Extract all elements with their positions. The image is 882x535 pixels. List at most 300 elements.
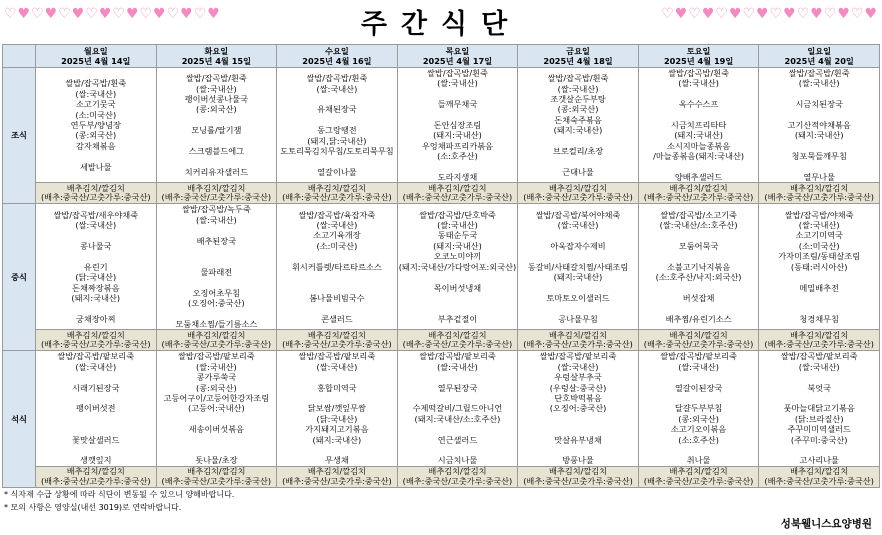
menu-item: 쌀밥/잡곡밥/야채죽 (784, 209, 854, 220)
menu-item: 쌀밥/잡곡밥/팥보리죽 (660, 351, 737, 362)
menu-item (398, 293, 518, 303)
day-header-row (3, 45, 880, 68)
menu-item (36, 445, 156, 455)
menu-item (398, 445, 518, 455)
menu-item: 모닝롤/딸기잼 (191, 125, 242, 136)
menu-item: (오징어:중국산) (188, 298, 245, 309)
menu-item (36, 393, 156, 403)
menu-item: (쌀:국내산) (557, 220, 599, 231)
menu-item: (쌀:국내산) (437, 78, 478, 89)
kimchi-line: (배추:중국산/고춧가루:중국산) (402, 339, 513, 350)
menu-item (157, 246, 277, 256)
menu-item (759, 89, 879, 99)
note-line: * 모의 사항은 영양실(내선 3019)로 연락바랍니다. (4, 503, 182, 512)
kimchi-line: (배추:중국산/고춧가루:중국산) (40, 339, 151, 350)
menu-item: (쌀:국내산) (437, 361, 478, 372)
kimchi-cell (759, 183, 880, 204)
menu-item (518, 424, 638, 434)
menu-item: 공나물무침 (558, 313, 598, 324)
meal-label: 중식 (3, 204, 36, 351)
kimchi-row (3, 330, 880, 351)
menu-item (277, 283, 397, 293)
kimchi-line: (배추:중국산/고춧가루:중국산) (161, 339, 272, 350)
menu-item: /마늘종볶음(돼지:국내산) (653, 151, 745, 162)
menu-item: (돼지:국내산) (794, 130, 844, 141)
kimchi-line: (배추:중국산/고춧가루:중국산) (764, 475, 874, 486)
menu-item: 홍합미역국 (317, 382, 357, 393)
kimchi-line: (배추:중국산/고춧가루:중국산) (643, 475, 754, 486)
menu-item (639, 162, 759, 172)
menu-item: (쌀:국내산) (316, 361, 358, 372)
menu-item: 단호박떡볶음 (554, 392, 602, 403)
menu-item: 오징어초무침 (192, 287, 241, 298)
menu-item: 콩나물국 (79, 240, 112, 251)
menu-cell (638, 68, 759, 183)
menu-item (518, 283, 638, 293)
menu-item: 돈안심장조림 (433, 120, 482, 131)
menu-item: 모둠어묵국 (678, 240, 719, 251)
kimchi-cell (638, 330, 759, 351)
menu-item: (소:미국산) (798, 240, 840, 251)
menu-item: 동갈비/사태갈치찜/사태조림 (527, 261, 629, 272)
menu-item: 소고기육개장 (313, 230, 361, 241)
kimchi-line: 배추김치/깔김치 (790, 182, 849, 193)
menu-item (277, 251, 397, 261)
kimchi-line: 배추김치/깔김치 (669, 466, 728, 477)
kimchi-cell (518, 330, 639, 351)
menu-cell (759, 68, 880, 183)
menu-item: 조갯살순두부탕 (550, 94, 606, 105)
menu-item: (쌀:국내산) (316, 220, 358, 231)
menu-item: (소:호주산) (437, 151, 478, 162)
menu-item: (주꾸미:중국산) (790, 434, 848, 445)
menu-item (398, 424, 518, 434)
kimchi-line: (배추:중국산/고춧가루:중국산) (402, 192, 513, 203)
kimchi-cell (638, 466, 759, 487)
menu-item: 연두부/양념장 (70, 120, 121, 131)
meal-row (3, 204, 880, 330)
day-header: 월요일 2025년 4월 14일 (36, 45, 157, 68)
menu-item: 우엉채파프리카볶음 (421, 140, 494, 151)
menu-cell (36, 68, 157, 183)
menu-item (277, 303, 397, 313)
menu-item (157, 225, 277, 235)
menu-item: 소고기미역국 (795, 230, 843, 241)
kimchi-line: 배추김치/깔김치 (669, 329, 728, 340)
menu-item: (동태:러시아산) (790, 261, 848, 272)
menu-item: (돼지:국내산/소:호주산) (414, 413, 501, 424)
menu-item: 배추찜/유린기소스 (665, 313, 732, 324)
menu-item: 소고기오이볶음 (670, 424, 727, 435)
kimchi-line: 배추김치/깔김치 (428, 329, 487, 340)
menu-item: 유린기 (83, 261, 108, 272)
hospital-name: 성북웰니스요양병원 (780, 518, 872, 530)
menu-item: (돼지:국내산) (553, 272, 603, 283)
meal-label: 석식 (3, 351, 36, 487)
kimchi-cell (156, 330, 277, 351)
menu-item (277, 115, 397, 125)
menu-item: 무생채 (325, 455, 349, 466)
menu-item: (돼지:국내산) (312, 434, 362, 445)
menu-item: 열무된장국 (437, 382, 478, 393)
menu-cell (397, 68, 518, 183)
kimchi-cell (397, 183, 518, 204)
menu-item: (돼지:국내산/가다랑어포:외국산) (398, 261, 517, 272)
menu-item: 쌀밥/잡곡밥/흰죽 (306, 73, 368, 84)
menu-item: 소시지마늘종볶음 (666, 140, 731, 151)
kimchi-cell (277, 466, 398, 487)
menu-item: 쌀밥/잡곡밥/팥보리죽 (177, 351, 255, 362)
menu-item: (쌀:국내산) (557, 83, 599, 94)
menu-item: 양배추샐러드 (674, 172, 723, 183)
kimchi-cell (638, 183, 759, 204)
meal-row (3, 351, 880, 466)
menu-item (518, 136, 638, 146)
menu-item: 스크램블드에그 (188, 146, 245, 157)
menu-item: 소불고기낙지볶음 (666, 261, 731, 272)
kimchi-line: (배추:중국산/고춧가루:중국산) (643, 192, 754, 203)
day-header: 일요일 2025년 4월 20일 (759, 45, 880, 68)
menu-item: 쌀밥/잡곡밥/육잡자죽 (298, 209, 376, 220)
kimchi-line: (배추:중국산/고춧가루:중국산) (523, 192, 633, 203)
menu-item: 우렁살부추국 (554, 372, 602, 383)
menu-item: 취나물 (686, 455, 711, 466)
menu-item (36, 303, 156, 313)
menu-cell (36, 204, 157, 330)
kimchi-cell (397, 330, 518, 351)
menu-item (398, 303, 518, 313)
kimchi-line: 배추김치/깔김치 (790, 329, 849, 340)
menu-item: 새송이버섯볶음 (188, 424, 245, 435)
menu-item (157, 136, 277, 146)
menu-item: (쌀:국내산) (75, 88, 117, 99)
menu-item: 시금치나물 (437, 455, 478, 466)
menu-item: 쌀밥/잡곡밥/북어야채죽 (535, 209, 621, 220)
kimchi-line: 배추김치/깔김치 (428, 182, 487, 193)
menu-item (759, 272, 879, 282)
menu-item: (콩:외국산) (557, 104, 599, 115)
kimchi-cell (518, 466, 639, 487)
menu-item (639, 393, 759, 403)
menu-item: 쌀밥/잡곡밥/단호박죽 (419, 209, 496, 220)
menu-item: 물파래전 (200, 266, 233, 277)
kimchi-line: 배추김치/깔김치 (669, 182, 728, 193)
kimchi-line: (배추:중국산/고춧가루:중국산) (282, 192, 392, 203)
menu-item (639, 251, 759, 261)
menu-item: 맛살유부냉채 (554, 434, 602, 445)
kimchi-line: (배추:중국산/고춧가루:중국산) (764, 192, 874, 203)
kimchi-cell (518, 183, 639, 204)
menu-item: 부추겉절이 (437, 313, 478, 324)
kimchi-line: 배추김치/깔김치 (548, 329, 608, 340)
kimchi-line: (배추:중국산/고춧가루:중국산) (282, 339, 392, 350)
menu-item: (돼지:국내산) (433, 130, 482, 141)
page-title: 주간식단 (360, 9, 522, 40)
kimchi-line: 배추김치/깔김치 (548, 466, 608, 477)
menu-item: (고등어:국내산) (188, 403, 245, 414)
menu-item (639, 372, 759, 382)
menu-item: (콩:외국산) (195, 382, 237, 393)
menu-item: (소:미국산) (75, 109, 117, 120)
menu-item: 쌀밥/잡곡밥/흰죽 (65, 78, 127, 89)
menu-item: 가지돼지고기볶음 (305, 424, 369, 435)
menu-cell (277, 68, 398, 183)
menu-item (759, 293, 879, 303)
menu-item (157, 257, 277, 267)
menu-item: 토마토오이샐러드 (546, 292, 610, 303)
menu-item: (쌀:국내산/소:호주산) (659, 220, 738, 231)
menu-cell (36, 351, 157, 466)
menu-item (36, 251, 156, 261)
kimchi-cell (156, 183, 277, 204)
menu-item: (우렁살:중국산) (549, 382, 607, 393)
menu-item: (쌀:국내산) (798, 361, 840, 372)
menu-item: (닭:브라질산) (794, 413, 844, 424)
menu-item (518, 230, 638, 240)
menu-item (157, 115, 277, 125)
menu-item: 아욱잡자수제비 (550, 240, 606, 251)
menu-item (398, 372, 518, 382)
kimchi-cell (759, 330, 880, 351)
menu-item (398, 89, 518, 99)
menu-item: 세발나물 (79, 161, 112, 172)
menu-item: 팽이버섯콩나물국 (184, 94, 248, 105)
menu-item (36, 424, 156, 434)
menu-item: 시금치프리타타 (670, 120, 727, 131)
menu-item: 팽이버섯전 (76, 403, 116, 414)
kimchi-line: (배추:중국산/고춧가루:중국산) (40, 192, 151, 203)
menu-cell (156, 68, 277, 183)
kimchi-line: 배추김치/깔김치 (790, 466, 849, 477)
day-header: 화요일 2025년 4월 15일 (156, 45, 277, 68)
menu-item (36, 414, 156, 424)
menu-item (759, 141, 879, 151)
menu-item (518, 303, 638, 313)
menu-item (759, 303, 879, 313)
notes (4, 488, 234, 514)
menu-item: (소:호주산) (678, 434, 719, 445)
kimchi-line: (배추:중국산/고춧가루:중국산) (523, 475, 633, 486)
menu-item: 메밀배추전 (799, 282, 839, 293)
menu-cell (638, 351, 759, 466)
menu-item (157, 277, 277, 287)
menu-item (36, 230, 156, 240)
menu-item: (쌀:국내산) (798, 78, 840, 89)
menu-item: 가자미조림/동태살조림 (778, 251, 861, 262)
menu-cell (759, 351, 880, 466)
menu-item: 시금치된장국 (795, 99, 843, 110)
menu-item: 봄나물비빔국수 (309, 292, 365, 303)
menu-item (277, 156, 397, 166)
menu-item: 쌀밥/잡곡밥/흰죽 (185, 73, 247, 84)
menu-item: 청경채무침 (799, 313, 839, 324)
menu-item: 휘시커틀렛/타르타르소스 (292, 261, 382, 272)
kimchi-line: (배추:중국산/고춧가루:중국산) (402, 475, 513, 486)
menu-item (639, 303, 759, 313)
menu-item: 연근샐러드 (437, 434, 478, 445)
kimchi-line: (배추:중국산/고춧가루:중국산) (764, 339, 874, 350)
menu-item (759, 110, 879, 120)
menu-item: 동그랑땡전 (317, 125, 357, 136)
menu-item (518, 251, 638, 261)
menu-item (36, 151, 156, 161)
menu-item (759, 162, 879, 172)
menu-item: 들깨무채국 (437, 99, 478, 110)
menu-item: 고등어구이/고등어한강자조림 (163, 392, 270, 403)
menu-item: 근대나물 (562, 166, 594, 177)
menu-item (277, 272, 397, 282)
menu-item (759, 445, 879, 455)
kimchi-line: (배추:중국산/고춧가루:중국산) (40, 475, 151, 486)
menu-item: 꽃맛살샐러드 (72, 434, 120, 445)
kimchi-line: (배추:중국산/고춧가루:중국산) (643, 339, 754, 350)
kimchi-cell (36, 466, 157, 487)
menu-item: (닭:국내산) (75, 272, 117, 283)
kimchi-cell (759, 466, 880, 487)
menu-cell (277, 204, 398, 330)
menu-item: 도라지생채 (437, 172, 478, 183)
kimchi-cell (397, 466, 518, 487)
kimchi-line: 배추김치/깔김치 (307, 466, 366, 477)
day-header: 금요일 2025년 4월 18일 (518, 45, 639, 68)
kimchi-cell (277, 330, 398, 351)
menu-item (518, 156, 638, 166)
menu-item: (소:미국산) (316, 240, 358, 251)
menu-item: (돼지:국내산) (71, 292, 121, 303)
kimchi-line: 배추김치/깔김치 (187, 182, 246, 193)
menu-item: 닭보쌈/깻잎무쌈 (307, 403, 366, 414)
menu-item: 수제떡갈비/그릴드아니언 (412, 403, 503, 414)
kimchi-line: 배추김치/깔김치 (66, 329, 125, 340)
menu-item: 브로컬리/초장 (552, 146, 604, 157)
meal-label: 조식 (3, 68, 36, 204)
menu-item: 모둠채소찜/들기름소스 (175, 318, 258, 329)
menu-item: (쌀:국내산) (195, 214, 237, 225)
menu-item: (쌀:국내산) (75, 220, 117, 231)
menu-item (639, 89, 759, 99)
menu-item: 시래기된장국 (72, 382, 120, 393)
kimchi-line: (배추:중국산/고춧가루:중국산) (523, 339, 633, 350)
menu-item: 쌀밥/잡곡밥/흰죽 (788, 68, 850, 78)
kimchi-cell (36, 330, 157, 351)
menu-item (639, 230, 759, 240)
day-header: 수요일 2025년 4월 16일 (277, 45, 398, 68)
menu-item: 동태순두국 (437, 230, 478, 241)
heart-decoration-left: ♡♥♡♥♡♥♡♥♡♥♡♥♡♥♡♥ (4, 6, 221, 22)
menu-item: 목이버섯냉채 (433, 282, 482, 293)
menu-item: 쌀밥/잡곡밥/흰죽 (547, 73, 609, 84)
menu-item: 돈채짜장볶음 (72, 282, 120, 293)
menu-cell (518, 68, 639, 183)
menu-item: 고사리나물 (799, 455, 839, 466)
menu-item: 치커리유자샐러드 (184, 166, 248, 177)
menu-item: 콩가루쑥국 (196, 372, 237, 383)
menu-item: (쌀:국내산) (437, 220, 478, 231)
menu-item (36, 372, 156, 382)
menu-item: (쌀:국내산) (678, 361, 719, 372)
kimchi-line: 배추김치/깔김치 (187, 329, 246, 340)
menu-item (639, 445, 759, 455)
menu-item: 청포묵들깨무침 (791, 151, 847, 162)
menu-item: (돼지:국내산) (433, 240, 482, 251)
menu-item: 열갈이나물 (317, 166, 357, 177)
menu-item (398, 110, 518, 120)
menu-item: 옥수수스프 (678, 99, 719, 110)
menu-item: 고기산적야채볶음 (787, 120, 851, 131)
kimchi-line: (배추:중국산/고춧가루:중국산) (161, 475, 272, 486)
menu-item: (돼지:국내산) (553, 125, 603, 136)
menu-item: 유채된장국 (317, 104, 357, 115)
menu-item (639, 283, 759, 293)
kimchi-line: 배추김치/깔김치 (307, 182, 366, 193)
menu-cell (156, 204, 277, 330)
menu-item: 쌀밥/잡곡밥/녹두죽 (181, 204, 251, 215)
kimchi-line: (배추:중국산/고춧가루:중국산) (161, 192, 272, 203)
menu-item (277, 393, 397, 403)
menu-cell (759, 204, 880, 330)
kimchi-line: 배추김치/깔김치 (187, 466, 246, 477)
menu-item (518, 414, 638, 424)
menu-item: 쌀밥/잡곡밥/팥보리죽 (419, 351, 496, 362)
menu-item (157, 156, 277, 166)
menu-item: (오징어:중국산) (549, 403, 607, 414)
menu-item: 쌀밥/잡곡밥/팥보리죽 (298, 351, 376, 362)
menu-item: 열갈이된장국 (674, 382, 723, 393)
menu-item (759, 393, 879, 403)
menu-item (277, 372, 397, 382)
menu-item: 오코노미야끼 (433, 251, 482, 262)
menu-item (639, 110, 759, 120)
menu-item: 돈채숙주볶음 (554, 114, 602, 125)
weekly-menu-table (2, 44, 880, 488)
menu-item (277, 445, 397, 455)
menu-cell (397, 351, 518, 466)
menu-item: 쌀밥/잡곡밥/팥보리죽 (780, 351, 858, 362)
menu-item (398, 162, 518, 172)
menu-item: 쌀밥/잡곡밥/팥보리죽 (57, 351, 135, 362)
menu-item: 감자채볶음 (76, 140, 116, 151)
menu-item (277, 94, 397, 104)
menu-item: (쌀:국내산) (316, 83, 358, 94)
menu-item: 쌀밥/잡곡밥/흰죽 (427, 68, 488, 78)
menu-item: 콘샐러드 (321, 313, 353, 324)
menu-item: (콩:외국산) (75, 130, 117, 141)
menu-item: 달걀두부부침 (674, 403, 723, 414)
menu-item: 쌀밥/잡곡밥/새우야채죽 (53, 209, 139, 220)
kimchi-line: 배추김치/깔김치 (428, 466, 487, 477)
kimchi-line: 배추김치/깔김치 (66, 182, 125, 193)
title-bar (0, 0, 882, 40)
menu-item: 열무나물 (803, 172, 835, 183)
menu-item (759, 372, 879, 382)
menu-item: 버섯잡채 (682, 292, 715, 303)
menu-item: 북엇국 (807, 382, 832, 393)
menu-item: 소고기뭇국 (76, 99, 116, 110)
menu-item: (콩:외국산) (678, 413, 719, 424)
kimchi-line: (배추:중국산/고춧가루:중국산) (282, 475, 392, 486)
menu-item: 방풍나물 (562, 455, 594, 466)
menu-item: 생깻잎지 (79, 455, 112, 466)
menu-item (157, 445, 277, 455)
menu-item: 궁채장아찌 (76, 313, 116, 324)
menu-item (157, 435, 277, 445)
menu-item (518, 445, 638, 455)
kimchi-cell (156, 466, 277, 487)
menu-item: 쌀밥/잡곡밥/팥보리죽 (539, 351, 617, 362)
menu-item: (쌀:국내산) (75, 361, 117, 372)
kimchi-line: 배추김치/깔김치 (66, 466, 125, 477)
kimchi-line: 배추김치/깔김치 (548, 182, 608, 193)
